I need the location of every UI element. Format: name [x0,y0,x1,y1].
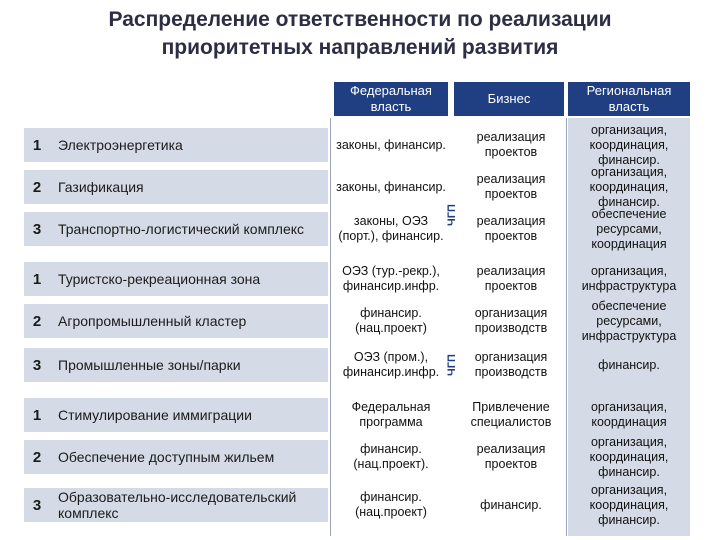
row-label: Стимулирование иммиграции [50,398,328,432]
title-line-2: приоритетных направлений развития [161,36,559,59]
cell-business: финансир. [458,482,564,528]
cell-regional: организация, координация, финансир. [589,482,669,527]
cell-regional: организация, координация, финансир. [589,434,669,479]
row-label: Электроэнергетика [50,128,328,162]
row-label: Образовательно-исследовательский комплекс [50,488,328,522]
separator-business [566,118,567,536]
cell-regional: организация, координация, финансир. [589,164,669,209]
row-number: 3 [24,212,50,246]
cell-regional: организация, инфраструктура [581,264,677,293]
cell-business: реализация проектов [458,206,564,252]
cell-federal: финансир. (нац.проект) [334,482,448,528]
row-number: 2 [24,440,50,474]
header-business: Бизнес [454,82,564,116]
row-number: 2 [24,170,50,204]
page-title [0,6,720,62]
cell-business: организация производств [458,342,564,388]
row-label: Туристско-рекреационная зона [50,262,328,296]
cell-federal: законы, финансир. [334,164,448,210]
cell-federal: Федеральная программа [334,392,448,438]
row-label: Обеспечение доступным жильем [50,440,328,474]
row-number: 1 [24,398,50,432]
cell-business: реализация проектов [458,256,564,302]
title-line-1: Распределение ответственности по реализации [108,8,612,31]
cell-regional: организация, координация [590,400,668,429]
row-number: 3 [24,488,50,522]
row-number: 2 [24,304,50,338]
row-label: Агропромышленный кластер [50,304,328,338]
cell-regional: организация, координация, финансир. [589,122,669,167]
cell-federal: ОЭЗ (пром.), финансир.инфр. [334,342,448,388]
cell-federal: финансир. (нац.проект). [334,434,448,480]
row-label: Газификация [50,170,328,204]
cell-federal: ОЭЗ (тур.-рекр.), финансир.инфр. [334,256,448,302]
cell-business: реализация проектов [458,164,564,210]
row-label: Промышленные зоны/парки [50,348,328,382]
cell-business: реализация проектов [458,122,564,168]
row-number: 3 [24,348,50,382]
chp-tag-2: ЧГП [446,354,458,376]
chp-tag-1: ЧГП [446,204,458,226]
cell-business: организация производств [458,298,564,344]
cell-federal: финансир. (нац.проект) [334,298,448,344]
cell-regional: обеспечение ресурсами, инфраструктура [581,298,677,343]
cell-regional: финансир. [598,357,660,372]
row-label: Транспортно-логистический комплекс [50,212,328,246]
header-federal: Федеральная власть [334,82,448,116]
row-number: 1 [24,128,50,162]
cell-federal: законы, ОЭЗ (порт.), финансир. [334,206,448,252]
cell-business: Привлечение специалистов [458,392,564,438]
separator-federal [330,118,331,536]
cell-business: реализация проектов [458,434,564,480]
header-regional: Региональная власть [568,82,690,116]
cell-federal: законы, финансир. [334,122,448,168]
cell-regional: обеспечение ресурсами, координация [591,206,667,251]
row-number: 1 [24,262,50,296]
